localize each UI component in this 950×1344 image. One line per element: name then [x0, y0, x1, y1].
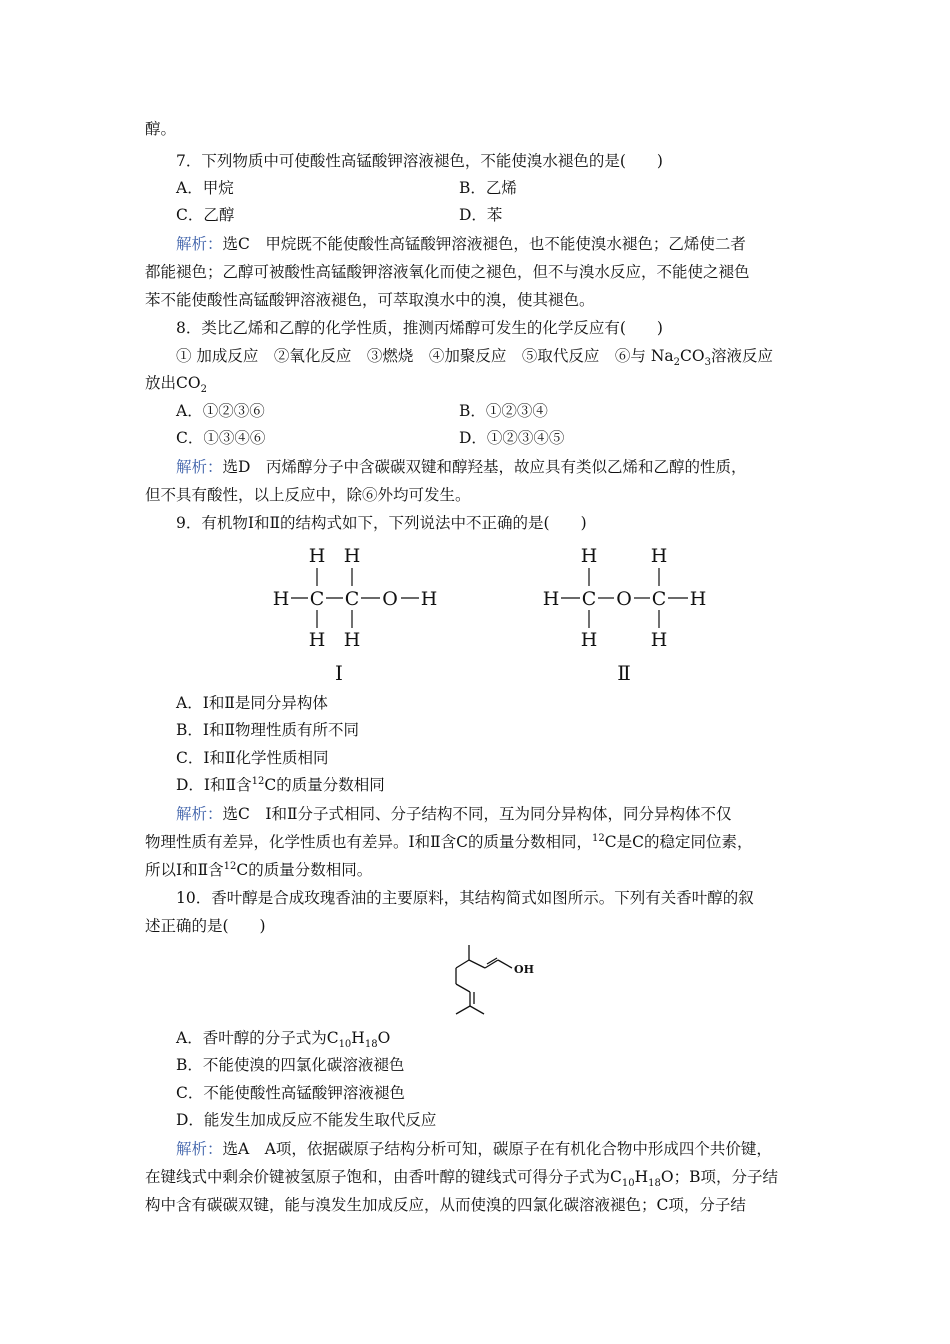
atom-label: C: [344, 588, 360, 610]
text: O；B项，分子结: [660, 1168, 778, 1186]
q9-analysis-line: [145, 860, 372, 880]
analysis-text: 选A A项，依据碳原子结构分析可知，碳原子在有机化合物中形成四个共价键，: [222, 1140, 772, 1158]
q9-analysis-line: [176, 804, 732, 824]
text: 在键线式中剩余价键被氢原子饱和，由香叶醇的键线式可得分子式为C: [145, 1168, 622, 1186]
bond: [456, 984, 470, 992]
q10-option-c: C．不能使酸性高锰酸钾溶液褪色: [176, 1084, 405, 1102]
question-8: 8．类比乙烯和乙醇的化学性质，推测丙烯醇可发生的化学反应有( ): [176, 319, 663, 337]
q9-option-a: A．Ⅰ和Ⅱ是同分异构体: [176, 694, 328, 712]
question-10-cont: 述正确的是( ): [145, 917, 266, 935]
atom-label: H: [308, 545, 326, 567]
analysis-tag: 解析：: [176, 235, 223, 253]
subscript: 3: [704, 357, 711, 369]
atom-label: H: [420, 588, 438, 610]
text: CO: [680, 347, 705, 365]
q8-option-d: D．①②③④⑤: [459, 429, 565, 447]
text: C的质量分数相同: [264, 776, 385, 794]
oh-label: OH: [514, 963, 534, 976]
text: 物理性质有差异，化学性质也有差异。Ⅰ和Ⅱ含C的质量分数相同，: [145, 833, 593, 851]
analysis-text: 选C Ⅰ和Ⅱ分子式相同、分子结构不同，互为同分异构体，同分异构体不仅: [222, 805, 732, 823]
q9-option-d: [176, 775, 385, 795]
atom-label: H: [689, 588, 707, 610]
analysis-text: 选C 甲烷既不能使酸性高锰酸钾溶液褪色，也不能使溴水褪色；乙烯使二者: [222, 235, 746, 253]
text: D．Ⅰ和Ⅱ含: [176, 776, 252, 794]
q10-option-a: [176, 1028, 391, 1051]
bond: [498, 960, 512, 968]
superscript: 12: [592, 832, 605, 844]
atom-label: O: [616, 588, 632, 610]
q8-reactions-cont: [145, 373, 207, 396]
structure-label: Ⅰ: [335, 661, 343, 685]
analysis-tag: 解析：: [176, 1140, 223, 1158]
subscript: 2: [200, 384, 207, 396]
q8-option-c: C．①③④⑥: [176, 429, 266, 447]
atom-label: H: [580, 545, 598, 567]
q8-analysis-line: 但不具有酸性，以上反应中，除⑥外均可发生。: [145, 486, 471, 504]
text: C是C的稳定同位素，: [604, 833, 753, 851]
bond: [456, 1006, 470, 1014]
q7-option-b: B．乙烯: [459, 179, 517, 197]
text: ① 加成反应 ②氧化反应 ③燃烧 ④加聚反应 ⑤取代反应 ⑥与 Na: [176, 347, 674, 365]
text: C的质量分数相同。: [236, 861, 373, 879]
q8-reactions: [176, 346, 774, 369]
q7-option-d: D．苯: [459, 206, 503, 224]
q7-analysis-line: 苯不能使酸性高锰酸钾溶液褪色，可萃取溴水中的溴，使其褪色。: [145, 291, 595, 309]
structure-label: Ⅱ: [617, 661, 631, 685]
atom-label: O: [382, 588, 398, 610]
text-line: 醇。: [145, 120, 177, 138]
atom-label: H: [343, 545, 361, 567]
atom-label: H: [542, 588, 560, 610]
subscript: 10: [621, 1178, 635, 1190]
question-10: 10．香叶醇是合成玫瑰香油的主要原料，其结构简式如图所示。下列有关香叶醇的叙: [176, 889, 754, 907]
text: H: [634, 1168, 649, 1186]
geraniol-structure: [440, 942, 550, 1024]
bond: [469, 960, 485, 968]
atom-label: H: [308, 629, 326, 651]
q10-analysis-line: [176, 1139, 772, 1159]
q7-analysis-line: [176, 234, 746, 254]
q10-analysis-line: [145, 1167, 778, 1190]
text: 溶液反应: [711, 347, 774, 365]
atom-label: C: [309, 588, 325, 610]
bond: [470, 1006, 484, 1014]
atom-label: H: [650, 545, 668, 567]
q10-analysis-line: 构中含有碳碳双键，能与溴发生加成反应，从而使溴的四氯化碳溶液褪色；C项，分子结: [145, 1196, 746, 1214]
text: H: [351, 1029, 365, 1047]
bond: [456, 960, 469, 968]
q7-analysis-line: 都能褪色；乙醇可被酸性高锰酸钾溶液氧化而使之褪色，但不与溴水反应，不能使之褪色: [145, 263, 750, 281]
text: O: [377, 1029, 391, 1047]
subscript: 2: [673, 357, 681, 369]
superscript: 12: [251, 775, 265, 787]
q10-option-b: B．不能使溴的四氯化碳溶液褪色: [176, 1056, 405, 1074]
text: 放出CO: [145, 374, 201, 392]
q9-option-c: C．Ⅰ和Ⅱ化学性质相同: [176, 749, 329, 767]
structure-I: [262, 540, 452, 690]
atom-label: H: [272, 588, 290, 610]
analysis-tag: 解析：: [176, 805, 223, 823]
q7-option-c: C．乙醇: [176, 206, 235, 224]
question-7: 7．下列物质中可使酸性高锰酸钾溶液褪色，不能使溴水褪色的是( ): [176, 152, 663, 170]
atom-label: H: [580, 629, 598, 651]
text: A．香叶醇的分子式为C: [176, 1029, 339, 1047]
analysis-tag: 解析：: [176, 458, 223, 476]
text: 所以Ⅰ和Ⅱ含: [145, 861, 224, 879]
subscript: 18: [648, 1178, 661, 1190]
q10-option-d: D．能发生加成反应不能发生取代反应: [176, 1111, 437, 1129]
q7-option-a: A．甲烷: [176, 179, 234, 197]
atom-label: H: [650, 629, 668, 651]
q8-option-a: A．①②③⑥: [176, 402, 265, 420]
atom-label: C: [581, 588, 597, 610]
structure-II: [532, 540, 722, 690]
q8-analysis-line: [176, 457, 746, 477]
analysis-text: 选D 丙烯醇分子中含碳碳双键和醇羟基，故应具有类似乙烯和乙醇的性质，: [222, 458, 747, 476]
subscript: 10: [338, 1039, 352, 1051]
atom-label: C: [651, 588, 667, 610]
atom-label: H: [343, 629, 361, 651]
q9-option-b: B．Ⅰ和Ⅱ物理性质有所不同: [176, 721, 360, 739]
q9-analysis-line: [145, 832, 753, 852]
superscript: 12: [223, 860, 237, 872]
q8-option-b: B．①②③④: [459, 402, 548, 420]
question-9: 9．有机物Ⅰ和Ⅱ的结构式如下，下列说法中不正确的是( ): [176, 514, 587, 532]
subscript: 18: [364, 1039, 378, 1051]
